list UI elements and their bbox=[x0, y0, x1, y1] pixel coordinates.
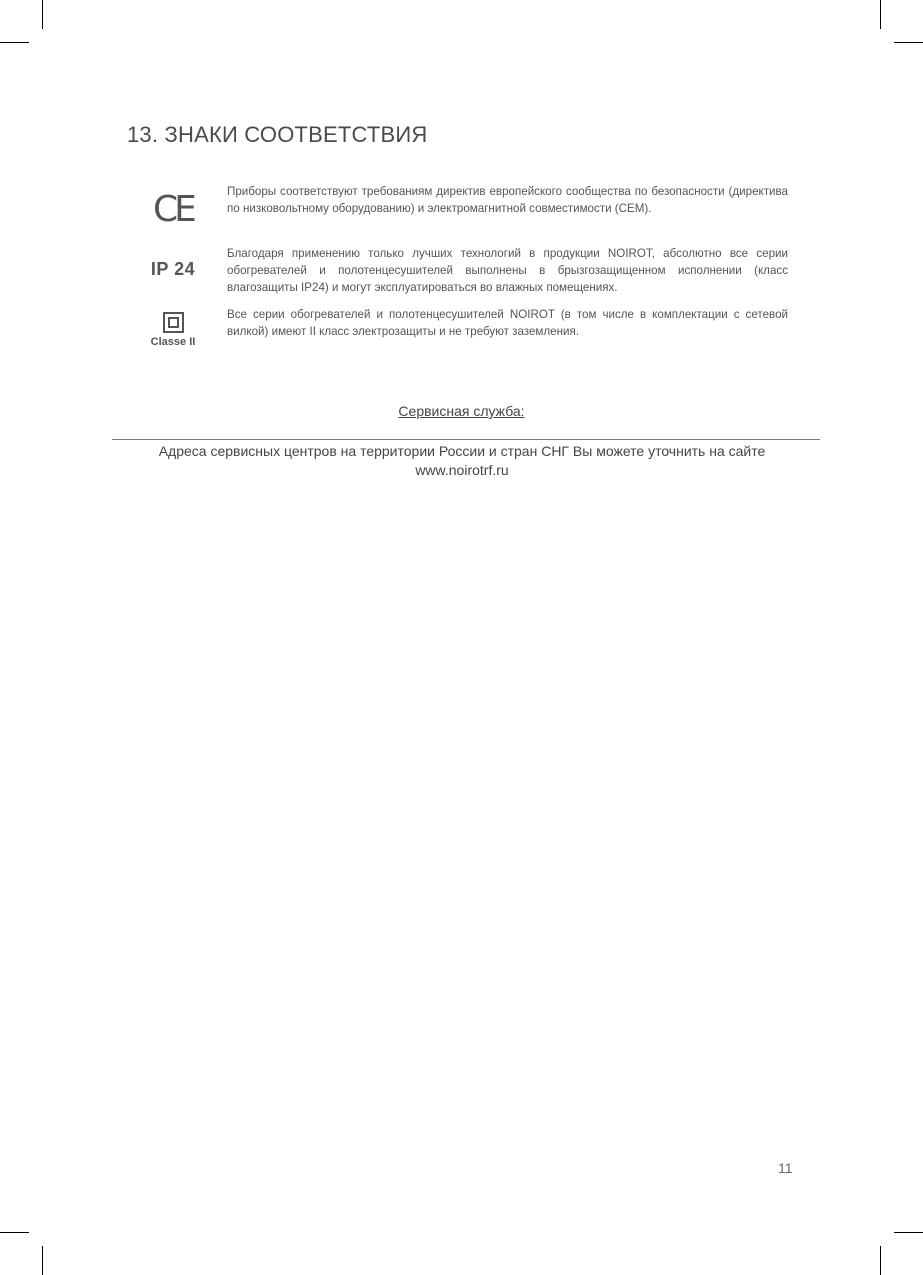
double-square-icon bbox=[163, 312, 184, 333]
crop-mark bbox=[0, 42, 29, 43]
crop-mark bbox=[880, 0, 881, 29]
ce-mark-icon: CE bbox=[153, 189, 193, 230]
ip24-description: Благодаря применению только лучших технологий в продукции NOIROT, абсолютно все серии обогревателей и полотенцесушителей выполнены в брызгозащищенном исполнении (класс влагозащиты IP24) и могут эксплуатироваться во влажных помещениях. bbox=[227, 247, 788, 294]
classe-ii-description: Все серии обогревателей и полотенцесушителей NOIROT (в том числе в комплектации с сетевой вилкой) имеют II класс электрозащиты и не требуют заземления. bbox=[227, 308, 788, 338]
page-number: 11 bbox=[778, 1160, 793, 1176]
ip24-icon: IP 24 bbox=[150, 259, 196, 279]
crop-mark bbox=[894, 1232, 923, 1233]
service-heading-text: Сервисная служба: bbox=[398, 403, 525, 419]
divider bbox=[112, 439, 820, 440]
conformity-mark-classe-ii bbox=[140, 306, 790, 356]
classe-ii-label: Classe II bbox=[150, 336, 196, 348]
page-title: 13. ЗНАКИ СООТВЕТСТВИЯ bbox=[127, 122, 428, 147]
crop-mark bbox=[894, 42, 923, 43]
crop-mark bbox=[0, 1232, 29, 1233]
classe-ii-mark bbox=[140, 312, 206, 348]
ce-mark-description: Приборы соответствуют требованиям директив европейского сообщества по безопасности (директива по низковольтному оборудованию) и электромагнитной совместимости (CEM). bbox=[227, 185, 788, 215]
service-heading bbox=[0, 403, 923, 419]
crop-mark bbox=[42, 1246, 43, 1275]
conformity-mark-ce bbox=[140, 183, 790, 235]
crop-mark bbox=[42, 0, 43, 29]
service-info: Адреса сервисных центров на территории России и стран СНГ Вы можете уточнить на сайте www.noirotrf.ru bbox=[158, 443, 766, 478]
conformity-mark-ip24 bbox=[140, 245, 790, 297]
crop-mark bbox=[880, 1246, 881, 1275]
